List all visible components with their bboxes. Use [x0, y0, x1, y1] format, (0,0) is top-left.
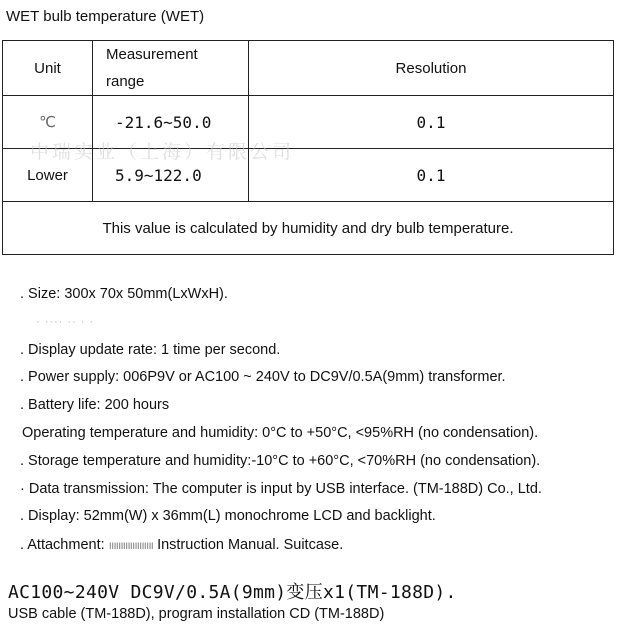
cell-unit: Lower: [3, 149, 93, 202]
transformer-line: AC100~240V DC9V/0.5A(9mm)变压x1(TM-188D).: [8, 582, 457, 603]
spec-storage-conditions: . Storage temperature and humidity:-10°C to +60°C, <70%RH (no condensation).: [20, 453, 541, 469]
spec-power-supply: . Power supply: 006P9V or AC100 ~ 240V to DC9V/0.5A(9mm) transformer.: [20, 369, 506, 385]
table-note-row: [3, 202, 614, 255]
cell-resolution: 0.1: [249, 149, 614, 202]
attachment-prefix: . Attachment:: [20, 537, 105, 553]
spec-operating-conditions: Operating temperature and humidity: 0°C to +50°C, <95%RH (no condensation).: [22, 425, 539, 441]
spec-update-rate: . Display update rate: 1 time per second.: [20, 342, 281, 358]
usb-cable-line: USB cable (TM-188D), program installation CD (TM-188D): [8, 606, 385, 622]
table-note: This value is calculated by humidity and dry bulb temperature.: [3, 202, 614, 255]
header-range-line1: Measurement: [106, 46, 198, 63]
spec-battery-life: . Battery life: 200 hours: [20, 397, 170, 413]
header-measurement-range: [93, 41, 249, 96]
spec-attachment: [20, 537, 343, 553]
spec-display: . Display: 52mm(W) x 36mm(L) monochrome LCD and backlight.: [20, 508, 436, 524]
spec-size: . Size: 300x 70x 50mm(LxWxH).: [20, 286, 228, 302]
cell-resolution: 0.1: [249, 96, 614, 149]
header-range-line2: range: [106, 73, 145, 90]
cell-unit: ℃: [3, 96, 93, 149]
header-resolution: Resolution: [249, 41, 614, 96]
table-header-row: [3, 41, 614, 96]
cell-range: -21.6~50.0: [93, 96, 249, 149]
smudge-artifact: · ···· ·· · ·: [36, 316, 95, 328]
cell-range: 5.9~122.0: [93, 149, 249, 202]
section-title: WET bulb temperature (WET): [6, 8, 205, 25]
watermark: 中瑞实业（上海）有限公司: [30, 141, 295, 163]
header-unit: Unit: [3, 41, 93, 96]
attachment-suffix: Instruction Manual. Suitcase.: [157, 537, 344, 553]
spec-data-transmission: · Data transmission: The computer is input by USB interface. (TM-188D) Co., Ltd.: [20, 481, 542, 497]
attachment-redacted: ııııııııııııııııııı: [108, 538, 154, 552]
